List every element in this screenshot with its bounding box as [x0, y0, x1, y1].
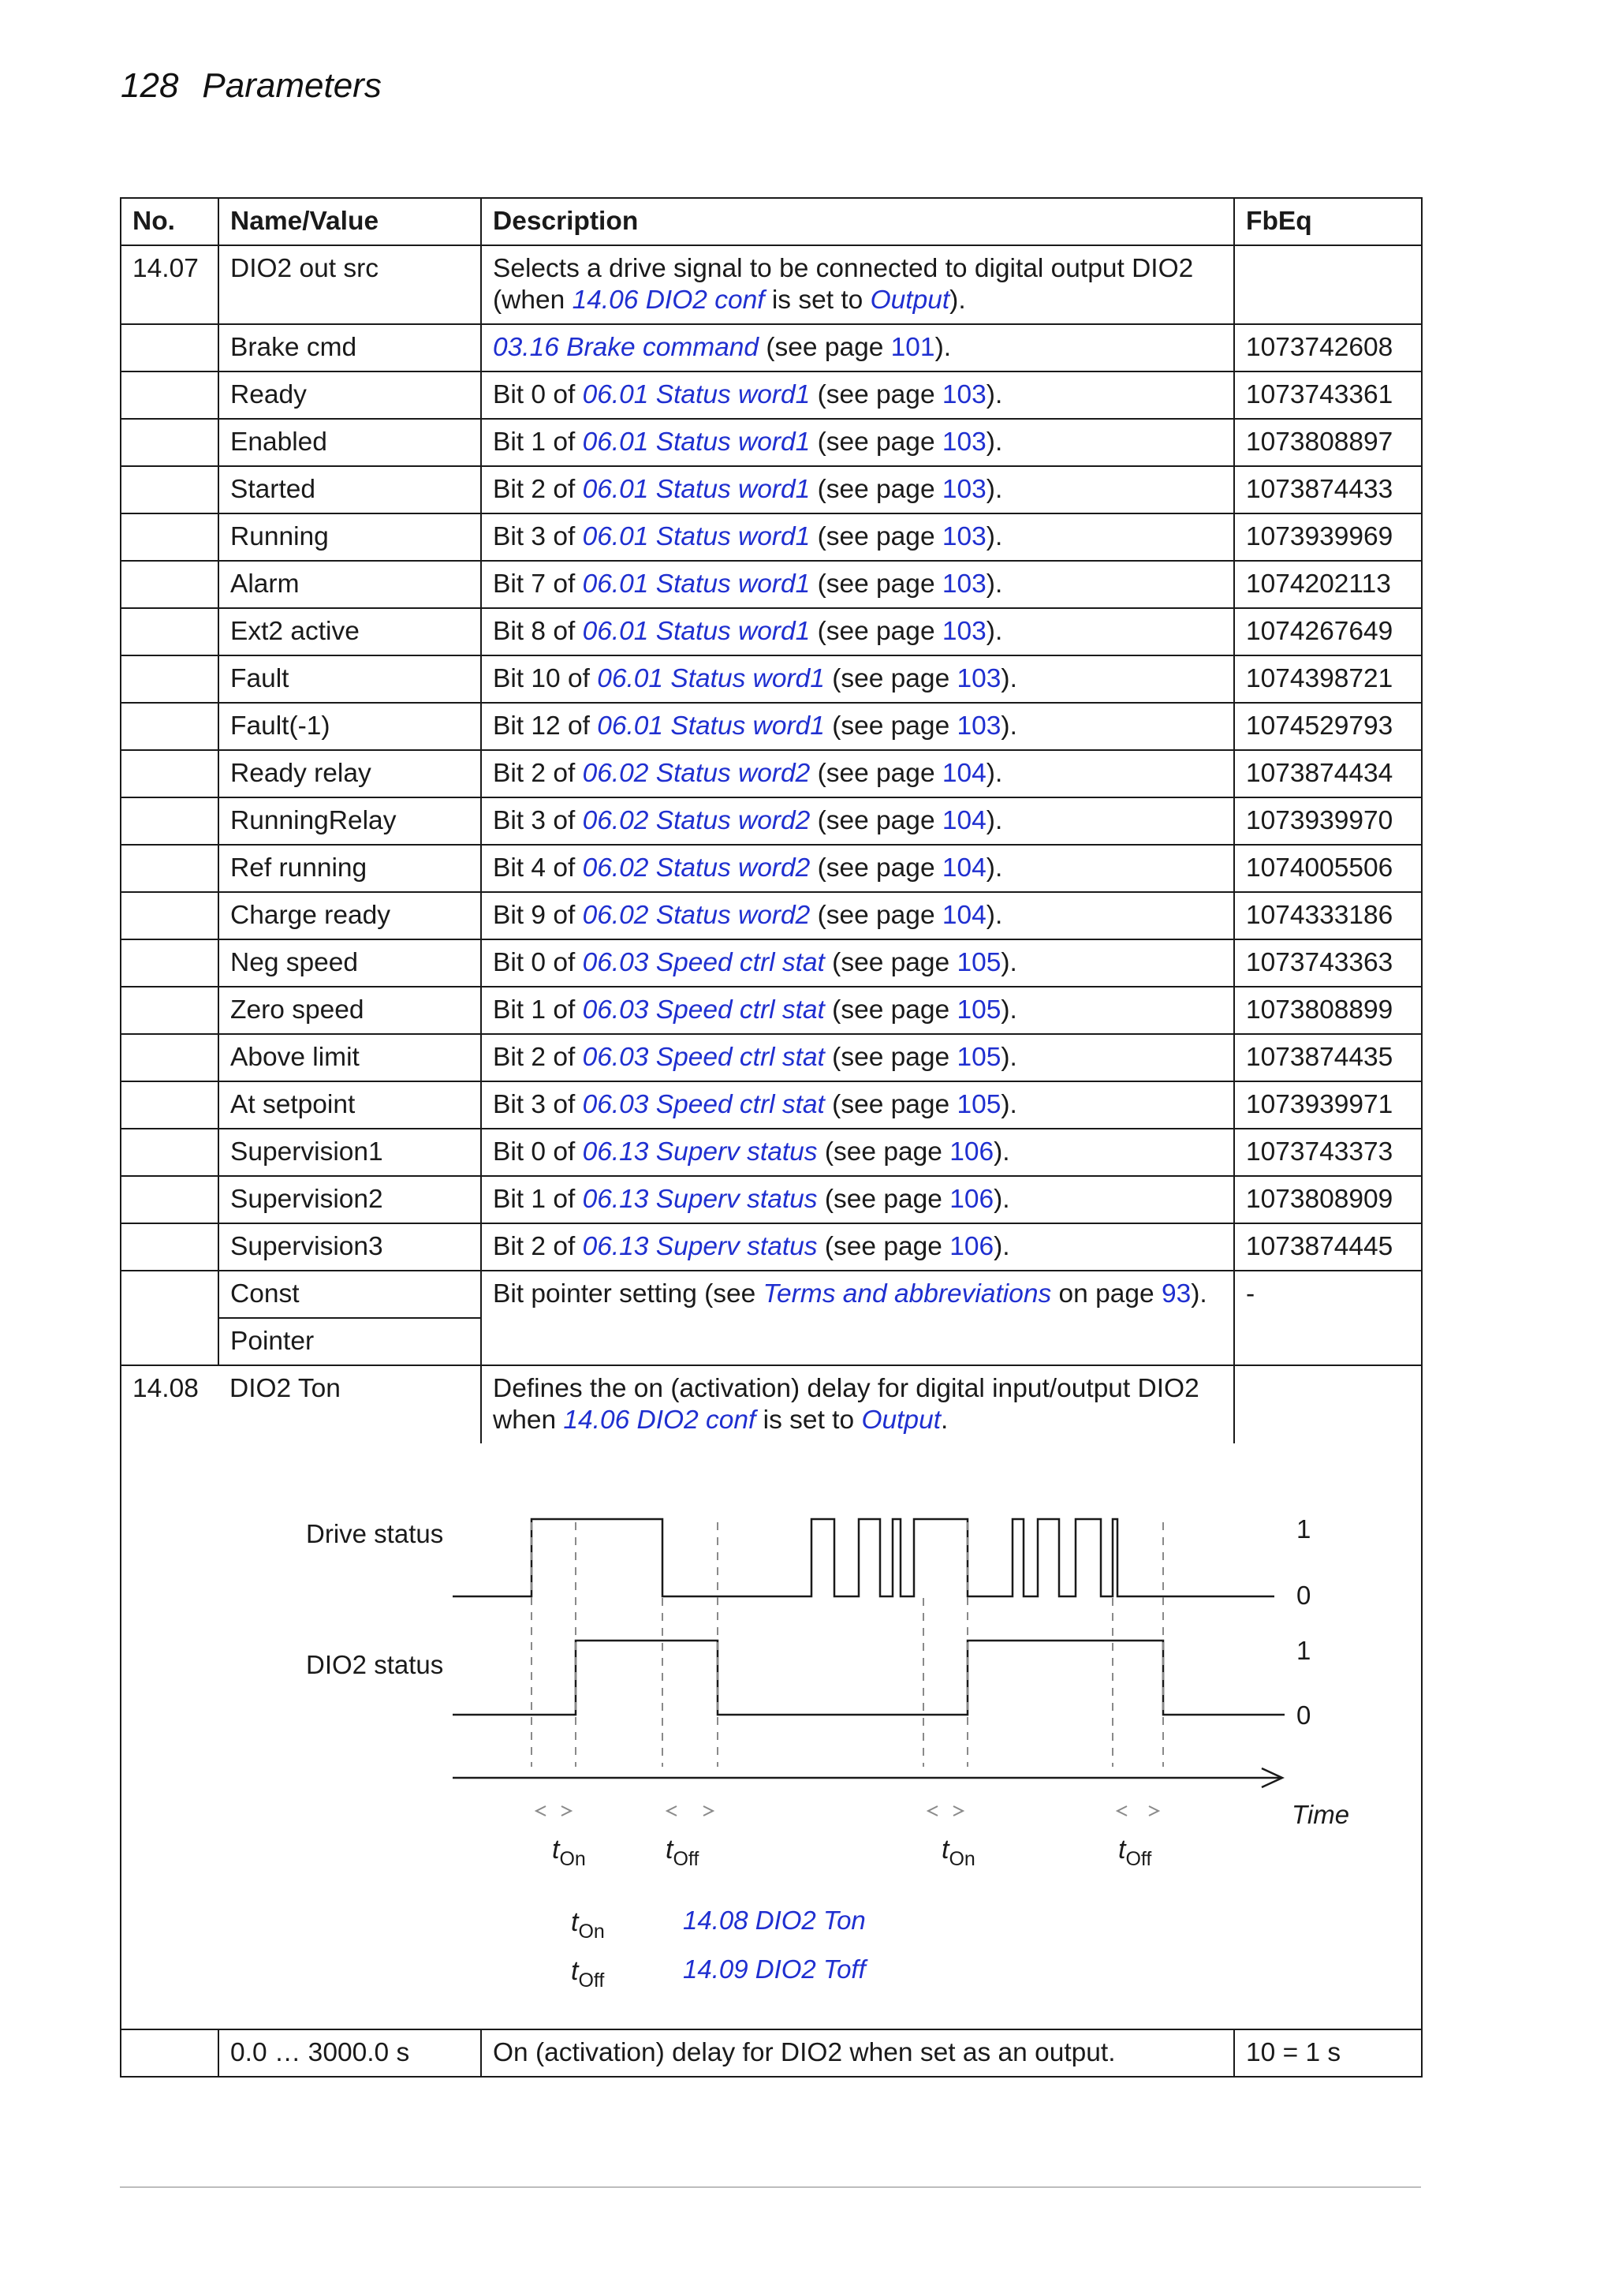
value-description: Bit 4 of 06.02 Status word2 (see page 104). [481, 845, 1234, 892]
value-no-cell [121, 371, 218, 419]
value-fbeq: 1074398721 [1234, 655, 1422, 703]
value-name: Charge ready [218, 892, 481, 939]
value-row [121, 939, 1422, 987]
value-no-cell [121, 1176, 218, 1223]
value-name: Ready relay [218, 750, 481, 797]
value-fbeq: 1074333186 [1234, 892, 1422, 939]
range-row [121, 2029, 1422, 2077]
param-fbeq [1234, 1365, 1422, 1443]
const-row [121, 1271, 1422, 1318]
parameter-link[interactable]: 06.01 Status word1 [597, 711, 825, 741]
header-description: Description [481, 198, 1234, 245]
parameter-link[interactable]: 06.01 Status word1 [597, 664, 825, 693]
value-fbeq: 1073808909 [1234, 1176, 1422, 1223]
page-link[interactable]: 101 [890, 333, 935, 362]
drive-status-label: Drive status [306, 1519, 444, 1548]
value-row [121, 655, 1422, 703]
legend-link-toff[interactable]: 14.09 DIO2 Toff [683, 1954, 866, 1984]
legend-t-off: $t_{Off}$ [571, 1956, 605, 1992]
value-no-cell [121, 513, 218, 561]
value-no-cell [121, 1034, 218, 1081]
value-fbeq: 1073743373 [1234, 1129, 1422, 1176]
param-fbeq [1234, 245, 1422, 324]
range-no-cell [121, 2029, 218, 2077]
pointer-no-cell [121, 1318, 218, 1365]
parameter-link[interactable]: 06.03 Speed ctrl stat [582, 948, 825, 977]
page-link[interactable]: 104 [942, 759, 987, 788]
parameter-link[interactable]: 06.02 Status word2 [582, 853, 811, 883]
dio2-level-1: 1 [1296, 1636, 1311, 1665]
value-no-cell [121, 987, 218, 1034]
param-number: 14.08 [121, 1365, 218, 1443]
param-row-14-08 [121, 1365, 1422, 1443]
parameter-link[interactable]: 06.01 Status word1 [582, 475, 811, 504]
header-fbeq: FbEq [1234, 198, 1422, 245]
value-fbeq: 1073743363 [1234, 939, 1422, 987]
parameter-link[interactable]: 06.02 Status word2 [582, 759, 811, 788]
value-description: Bit 3 of 06.03 Speed ctrl stat (see page 105). [481, 1081, 1234, 1129]
value-description: Bit 1 of 06.01 Status word1 (see page 103). [481, 419, 1234, 466]
value-description: Bit 3 of 06.02 Status word2 (see page 104). [481, 797, 1234, 845]
page-header [121, 66, 382, 106]
value-fbeq: 1073743361 [1234, 371, 1422, 419]
value-no-cell [121, 892, 218, 939]
value-fbeq: 1073874445 [1234, 1223, 1422, 1271]
value-description: Bit 2 of 06.13 Superv status (see page 106). [481, 1223, 1234, 1271]
section-title: Parameters [202, 66, 382, 105]
link-dio2-conf[interactable]: 14.06 DIO2 conf [563, 1406, 756, 1435]
page-number: 128 [121, 66, 179, 105]
t-off-label: $t_{Off}$ [666, 1835, 699, 1870]
header-no: No. [121, 198, 218, 245]
value-row [121, 987, 1422, 1034]
parameter-link[interactable]: 06.01 Status word1 [582, 617, 811, 646]
header-name-value: Name/Value [218, 198, 481, 245]
value-description: Bit 0 of 06.03 Speed ctrl stat (see page 105). [481, 939, 1234, 987]
dio2-level-0: 0 [1296, 1701, 1311, 1730]
link-output[interactable]: Output [870, 286, 950, 315]
value-description: Bit 9 of 06.02 Status word2 (see page 104). [481, 892, 1234, 939]
value-no-cell [121, 324, 218, 371]
parameter-link[interactable]: 06.13 Superv status [582, 1185, 818, 1214]
timing-diagram [121, 1443, 1421, 2029]
value-description: Bit 2 of 06.01 Status word1 (see page 103). [481, 466, 1234, 513]
interval-arrow [667, 1806, 677, 1816]
value-no-cell [121, 608, 218, 655]
param-description: Selects a drive signal to be connected to digital output DIO2 (when 14.06 DIO2 conf is set to Output). [481, 245, 1234, 324]
parameter-link[interactable]: 06.01 Status word1 [582, 427, 811, 457]
page-link[interactable]: 105 [957, 995, 1001, 1025]
parameter-link[interactable]: 06.03 Speed ctrl stat [582, 995, 825, 1025]
legend-t-on: $t_{On}$ [571, 1907, 605, 1943]
value-description: Bit 0 of 06.13 Superv status (see page 106). [481, 1129, 1234, 1176]
page-link[interactable]: 104 [942, 853, 987, 883]
value-row [121, 750, 1422, 797]
value-fbeq: 1074202113 [1234, 561, 1422, 608]
value-row [121, 371, 1422, 419]
value-row [121, 419, 1422, 466]
value-name: Above limit [218, 1034, 481, 1081]
page-link[interactable]: 105 [957, 1043, 1001, 1072]
page-link[interactable]: 104 [942, 901, 987, 930]
param-description: Defines the on (activation) delay for digital input/output DIO2 when 14.06 DIO2 conf is set to Output. [481, 1365, 1234, 1443]
interval-arrow [1117, 1806, 1127, 1816]
value-description: Bit 10 of 06.01 Status word1 (see page 103). [481, 655, 1234, 703]
value-no-cell [121, 466, 218, 513]
footer-rule [120, 2186, 1421, 2188]
value-row [121, 324, 1422, 371]
parameter-link[interactable]: 03.16 Brake command [493, 333, 759, 362]
value-name: Zero speed [218, 987, 481, 1034]
value-row [121, 608, 1422, 655]
value-name: Alarm [218, 561, 481, 608]
value-fbeq: 1073742608 [1234, 324, 1422, 371]
value-no-cell [121, 845, 218, 892]
value-description: Bit 2 of 06.03 Speed ctrl stat (see page 105). [481, 1034, 1234, 1081]
value-row [121, 1081, 1422, 1129]
value-row [121, 845, 1422, 892]
link-terms-abbreviations[interactable]: Terms and abbreviations [763, 1279, 1052, 1309]
value-fbeq: 1073939970 [1234, 797, 1422, 845]
page-link[interactable]: 103 [942, 380, 987, 409]
value-row [121, 797, 1422, 845]
parameter-link[interactable]: 06.13 Superv status [582, 1137, 818, 1167]
page-link[interactable]: 105 [957, 948, 1001, 977]
page-link[interactable]: 103 [957, 711, 1001, 741]
page-link[interactable]: 103 [942, 617, 987, 646]
value-no-cell [121, 939, 218, 987]
value-row [121, 513, 1422, 561]
value-description: Bit 12 of 06.01 Status word1 (see page 103). [481, 703, 1234, 750]
value-no-cell [121, 797, 218, 845]
value-name: Supervision1 [218, 1129, 481, 1176]
value-row [121, 466, 1422, 513]
value-name: Ref running [218, 845, 481, 892]
value-no-cell [121, 1223, 218, 1271]
parameter-link[interactable]: 06.02 Status word2 [582, 901, 811, 930]
value-row [121, 1223, 1422, 1271]
value-fbeq: 1073939971 [1234, 1081, 1422, 1129]
value-fbeq: 1073874435 [1234, 1034, 1422, 1081]
value-no-cell [121, 419, 218, 466]
value-no-cell [121, 1081, 218, 1129]
value-no-cell [121, 1129, 218, 1176]
value-row [121, 1129, 1422, 1176]
time-axis-label: Time [1292, 1800, 1350, 1829]
value-fbeq: 1073939969 [1234, 513, 1422, 561]
param-name: DIO2 Ton [218, 1365, 481, 1443]
parameter-link[interactable]: 06.03 Speed ctrl stat [582, 1090, 825, 1119]
page-link[interactable]: 103 [942, 475, 987, 504]
value-row [121, 892, 1422, 939]
const-no-cell [121, 1271, 218, 1318]
table-header-row [121, 198, 1422, 245]
value-name: Running [218, 513, 481, 561]
value-name: Brake cmd [218, 324, 481, 371]
value-name: Ready [218, 371, 481, 419]
param-name: DIO2 out src [218, 245, 481, 324]
value-name: Started [218, 466, 481, 513]
drive-level-1: 1 [1296, 1514, 1311, 1544]
page-link[interactable]: 103 [942, 569, 987, 599]
value-description: Bit 1 of 06.03 Speed ctrl stat (see page 105). [481, 987, 1234, 1034]
range-description: On (activation) delay for DIO2 when set as an output. [481, 2029, 1234, 2077]
parameter-link[interactable]: 06.01 Status word1 [582, 569, 811, 599]
param-row-14-07 [121, 245, 1422, 324]
value-row [121, 703, 1422, 750]
page-link[interactable]: 106 [949, 1185, 994, 1214]
parameter-link[interactable]: 06.01 Status word1 [582, 380, 811, 409]
t-on-label: $t_{On}$ [552, 1835, 586, 1870]
value-description: 03.16 Brake command (see page 101). [481, 324, 1234, 371]
dio2-status-waveform [453, 1641, 1285, 1715]
value-fbeq: 1073874433 [1234, 466, 1422, 513]
t-on-label: $t_{On}$ [942, 1835, 975, 1870]
link-page[interactable]: 93 [1161, 1279, 1192, 1309]
range-fbeq: 10 = 1 s [1234, 2029, 1422, 2077]
value-name: Fault(-1) [218, 703, 481, 750]
value-name: Fault [218, 655, 481, 703]
drive-level-0: 0 [1296, 1581, 1311, 1610]
page-link[interactable]: 104 [942, 806, 987, 835]
value-name: At setpoint [218, 1081, 481, 1129]
value-fbeq: - [1234, 1271, 1422, 1365]
range-value: 0.0 … 3000.0 s [218, 2029, 481, 2077]
timing-diagram-cell [121, 1443, 1422, 2029]
value-fbeq: 1073874434 [1234, 750, 1422, 797]
interval-arrow [1149, 1806, 1158, 1816]
value-name: Pointer [218, 1318, 481, 1365]
value-description: Bit 2 of 06.02 Status word2 (see page 104). [481, 750, 1234, 797]
value-no-cell [121, 561, 218, 608]
parameters-table [120, 197, 1423, 2078]
value-fbeq: 1074005506 [1234, 845, 1422, 892]
page-link[interactable]: 106 [949, 1232, 994, 1261]
value-name: RunningRelay [218, 797, 481, 845]
interval-arrow [536, 1806, 546, 1816]
value-fbeq: 1074529793 [1234, 703, 1422, 750]
value-description: Bit pointer setting (see Terms and abbreviations on page 93). [481, 1271, 1234, 1365]
value-row [121, 1034, 1422, 1081]
parameter-link[interactable]: 06.13 Superv status [582, 1232, 818, 1261]
value-name: Supervision2 [218, 1176, 481, 1223]
value-no-cell [121, 655, 218, 703]
legend-link-ton[interactable]: 14.08 DIO2 Ton [683, 1906, 866, 1935]
dio2-status-label: DIO2 status [306, 1650, 444, 1679]
value-name: Const [218, 1271, 481, 1318]
value-description: Bit 3 of 06.01 Status word1 (see page 103). [481, 513, 1234, 561]
page-link[interactable]: 105 [957, 1090, 1001, 1119]
interval-arrow [953, 1806, 963, 1816]
interval-arrow [703, 1806, 713, 1816]
value-fbeq: 1073808897 [1234, 419, 1422, 466]
page-link[interactable]: 103 [942, 522, 987, 551]
value-description: Bit 8 of 06.01 Status word1 (see page 103). [481, 608, 1234, 655]
link-dio2-conf[interactable]: 14.06 DIO2 conf [572, 286, 765, 315]
parameter-link[interactable]: 06.03 Speed ctrl stat [582, 1043, 825, 1072]
diagram-row [121, 1443, 1422, 2029]
interval-arrow [928, 1806, 938, 1816]
value-name: Supervision3 [218, 1223, 481, 1271]
value-fbeq: 1073808899 [1234, 987, 1422, 1034]
page-link[interactable]: 103 [957, 664, 1001, 693]
value-no-cell [121, 703, 218, 750]
parameter-link[interactable]: 06.02 Status word2 [582, 806, 811, 835]
param-number: 14.07 [121, 245, 218, 324]
page-link[interactable]: 106 [949, 1137, 994, 1167]
value-description: Bit 1 of 06.13 Superv status (see page 106). [481, 1176, 1234, 1223]
value-fbeq: 1074267649 [1234, 608, 1422, 655]
t-off-label: $t_{Off}$ [1118, 1835, 1152, 1870]
link-output[interactable]: Output [861, 1406, 942, 1435]
value-name: Enabled [218, 419, 481, 466]
value-row [121, 1176, 1422, 1223]
value-description: Bit 0 of 06.01 Status word1 (see page 103). [481, 371, 1234, 419]
value-name: Ext2 active [218, 608, 481, 655]
value-description: Bit 7 of 06.01 Status word1 (see page 103). [481, 561, 1234, 608]
value-name: Neg speed [218, 939, 481, 987]
value-no-cell [121, 750, 218, 797]
interval-arrow [561, 1806, 571, 1816]
parameter-link[interactable]: 06.01 Status word1 [582, 522, 811, 551]
value-row [121, 561, 1422, 608]
page-link[interactable]: 103 [942, 427, 987, 457]
